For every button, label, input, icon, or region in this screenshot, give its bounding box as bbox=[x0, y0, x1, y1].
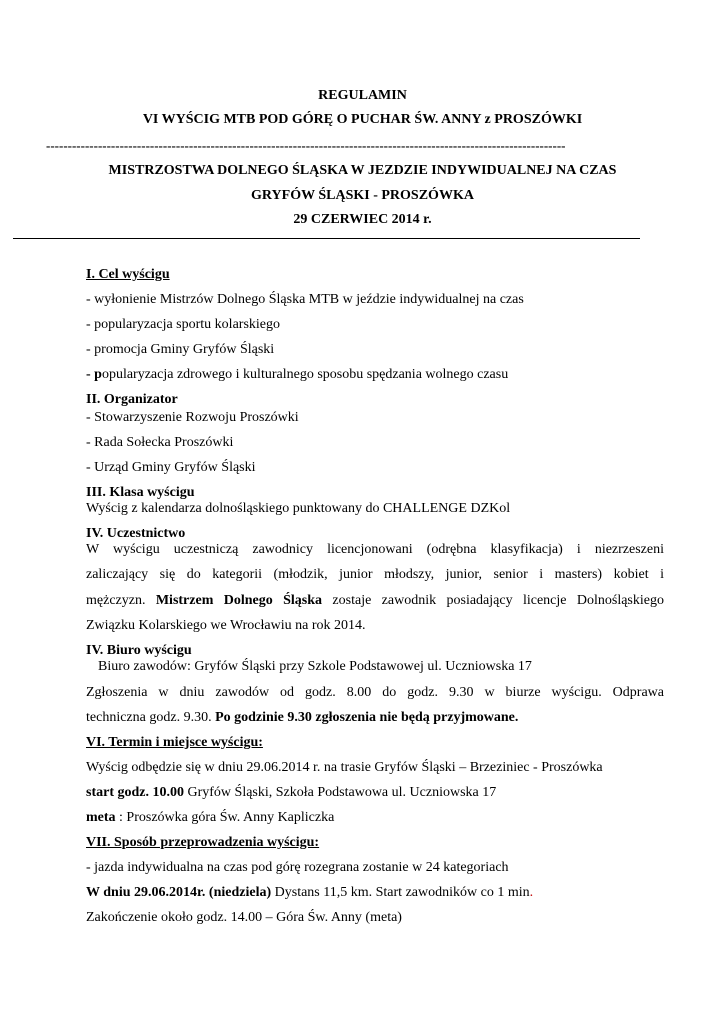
championship-title: MISTRZOSTWA DOLNEGO ŚLĄSKA W JEZDZIE INDYWIDUALNEJ NA CZAS bbox=[108, 163, 617, 178]
paragraph-line: Związku Kolarskiego we Wrocławiu na rok 2014. bbox=[86, 618, 366, 633]
distance-info: Dystans 11,5 km. Start zawodników co 1 min bbox=[271, 885, 530, 900]
section-3-heading: III. Klasa wyścigu bbox=[86, 485, 195, 500]
list-item: - promocja Gminy Gryfów Śląski bbox=[86, 342, 275, 357]
route-title: GRYFÓW ŚLĄSKI - PROSZÓWKA bbox=[251, 188, 474, 203]
paragraph-line bbox=[86, 593, 664, 609]
list-item: - wyłonienie Mistrzów Dolnego Śląska MTB w jeździe indywidualnej na czas bbox=[86, 292, 524, 307]
champion-label: Mistrzem Dolnego Śląska bbox=[155, 593, 323, 608]
list-item: - Rada Sołecka Proszówki bbox=[86, 435, 234, 450]
paragraph-line bbox=[86, 710, 518, 726]
section-1-heading: I. Cel wyścigu bbox=[86, 267, 170, 282]
office-address: Biuro zawodów: Gryfów Śląski przy Szkole Podstawowej ul. Uczniowska 17 bbox=[98, 659, 532, 674]
paragraph-line: W wyścigu uczestniczą zawodnicy licencjonowani (odrębna klasyfikacja) i niezrzeszeni bbox=[86, 542, 664, 557]
finish-location: : Proszówka góra Św. Anny Kapliczka bbox=[115, 810, 335, 825]
paragraph-line: zaliczający się do kategorii (młodzik, junior młodszy, junior, senior i masters) kobiet i bbox=[86, 567, 664, 582]
paragraph-line: Wyścig odbędzie się w dniu 29.06.2014 r. na trasie Gryfów Śląski – Brzeziniec - Proszówka bbox=[86, 760, 603, 775]
doc-title: REGULAMIN bbox=[318, 88, 407, 103]
section-6-heading: VI. Termin i miejsce wyścigu: bbox=[86, 735, 263, 750]
start-line bbox=[86, 785, 496, 801]
dash-separator: ------------------------------------------------------------------------------------------------------------------------ bbox=[46, 138, 566, 153]
doc-subtitle: VI WYŚCIG MTB POD GÓRĘ O PUCHAR ŚW. ANNY z PROSZÓWKI bbox=[142, 112, 583, 127]
trailing-dot: . bbox=[529, 885, 534, 900]
event-date: 29 CZERWIEC 2014 r. bbox=[293, 212, 432, 227]
list-bullet: - p bbox=[86, 367, 102, 382]
text-run: mężczyzn. bbox=[86, 593, 156, 608]
section-4-heading: IV. Uczestnictwo bbox=[86, 526, 186, 541]
paragraph-line: Zakończenie około godz. 14.00 – Góra Św. Anny (meta) bbox=[86, 910, 402, 925]
deadline-notice: Po godzinie 9.30 zgłoszenia nie będą przyjmowane. bbox=[215, 710, 519, 725]
start-location: Gryfów Śląski, Szkoła Podstawowa ul. Uczniowska 17 bbox=[184, 785, 497, 800]
list-item: - Stowarzyszenie Rozwoju Proszówki bbox=[86, 410, 299, 425]
paragraph-line: - jazda indywidualna na czas pod górę rozegrana zostanie w 24 kategoriach bbox=[86, 860, 509, 875]
section-7-heading: VII. Sposób przeprowadzenia wyścigu: bbox=[86, 835, 320, 850]
section-5-heading: IV. Biuro wyścigu bbox=[86, 643, 192, 658]
finish-line bbox=[86, 810, 334, 826]
section-3-text: Wyścig z kalendarza dolnośląskiego punktowany do CHALLENGE DZKol bbox=[86, 501, 511, 516]
start-label: start godz. 10.00 bbox=[86, 785, 184, 800]
paragraph-line: Zgłoszenia w dniu zawodów od godz. 8.00 do godz. 9.30 w biurze wyścigu. Odprawa bbox=[86, 685, 664, 700]
paragraph-line bbox=[86, 885, 533, 901]
text-run: techniczna godz. 9.30. bbox=[86, 710, 216, 725]
text-run: zostaje zawodnik posiadający licencje Dolnośląskiego bbox=[322, 593, 664, 608]
section-2-heading: II. Organizator bbox=[86, 392, 178, 407]
finish-label: meta bbox=[86, 810, 116, 825]
list-text: opularyzacja zdrowego i kulturalnego sposobu spędzania wolnego czasu bbox=[101, 367, 509, 382]
race-day: W dniu 29.06.2014r. (niedziela) bbox=[86, 885, 272, 900]
list-item bbox=[86, 367, 508, 383]
list-item: - Urząd Gminy Gryfów Śląski bbox=[86, 460, 256, 475]
header-rule bbox=[13, 238, 640, 239]
list-item: - popularyzacja sportu kolarskiego bbox=[86, 317, 280, 332]
